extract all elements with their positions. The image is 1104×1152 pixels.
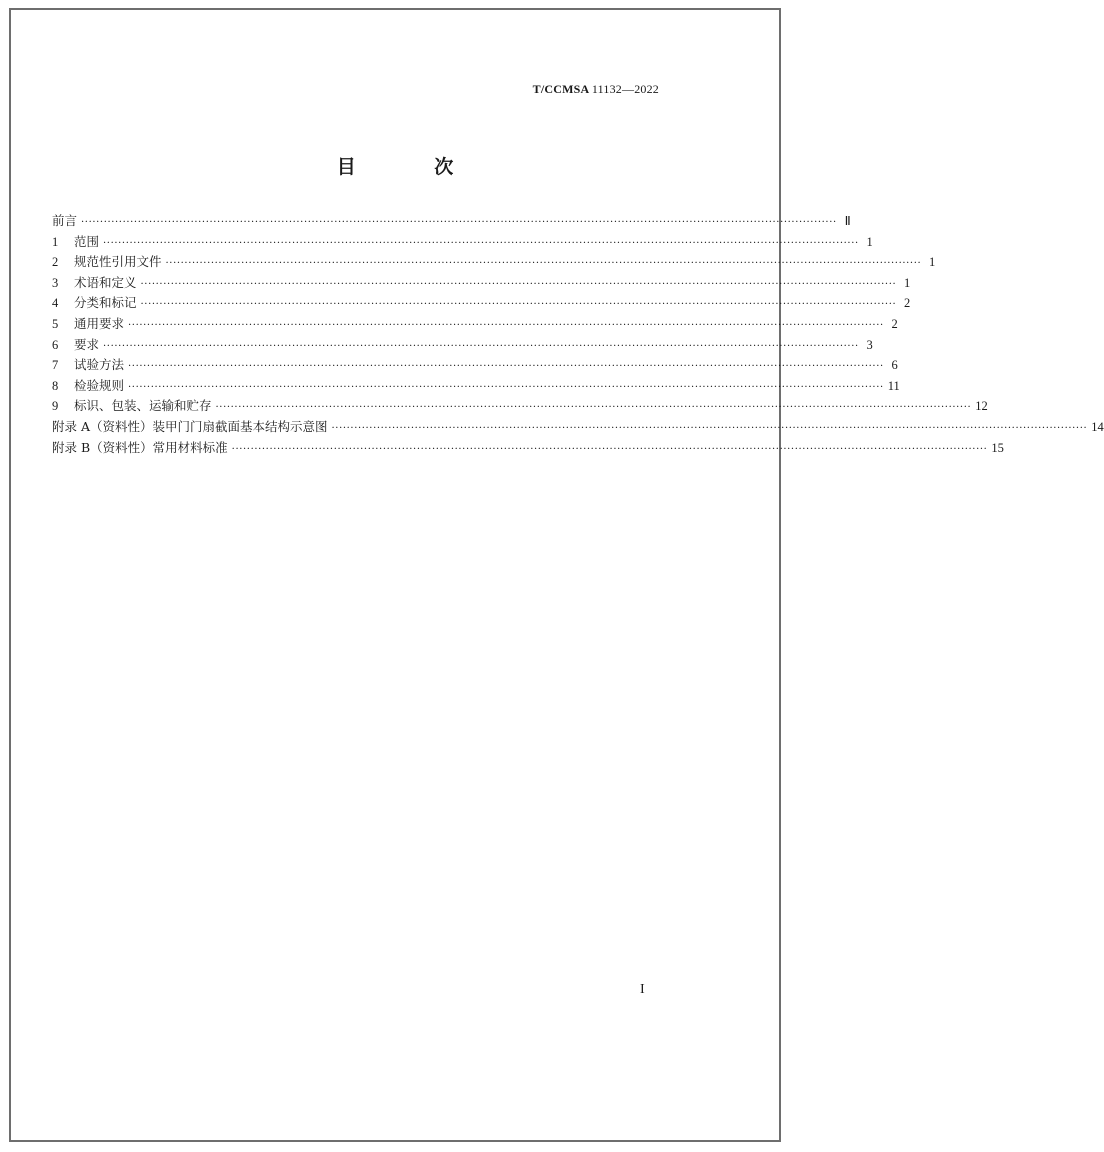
toc-entry-page: 2 [891,316,898,331]
toc-entry-label: 附录 B（资料性）常用材料标准 [52,439,228,455]
toc-entry-page: 15 [991,440,1004,455]
toc-entry-label: 范围 [74,233,100,249]
toc-entry-page: 1 [904,275,911,290]
toc-entry-label: 附录 A（资料性）装甲门门扇截面基本结构示意图 [52,418,328,434]
toc-leader-dots: ········································································································································································································ [128,319,884,331]
toc-entry-page: 11 [887,378,900,393]
toc-entry-7[interactable] [52,355,898,376]
toc-entry-number: 6 [52,337,59,352]
toc-entry-label: 要求 [74,336,100,352]
toc-leader-dots: ········································································································································································································ [331,422,1088,434]
toc-leader-dots: ········································································································································································································ [140,278,897,290]
toc-leader-dots: ········································································································································································································ [103,237,859,249]
toc-entry-page: 3 [866,337,873,352]
standard-number: 11132—2022 [591,82,659,96]
toc-entry-label: 前言 [52,213,78,228]
toc-leader-dots: ········································································································································································································ [165,258,922,270]
document-page [9,8,1104,1142]
toc-entry-number: 8 [52,378,59,393]
toc-entry-1[interactable] [52,232,873,253]
toc-entry-5[interactable] [52,314,898,335]
toc-entry-9[interactable] [52,396,988,417]
standard-code [533,82,659,97]
toc-entry-foreword[interactable] [52,211,851,232]
toc-entry-page: 14 [1091,419,1104,434]
toc-entry-number: 3 [52,275,59,290]
toc-entry-label: 检验规则 [74,377,125,393]
toc-entry-page: 2 [904,296,911,311]
toc-entry-page: 6 [891,358,898,373]
toc-entry-page: 1 [929,255,936,270]
toc-entry-label: 术语和定义 [74,274,137,290]
toc-entry-appendix-b[interactable] [52,438,1004,459]
toc-entry-2[interactable] [52,252,936,273]
toc-leader-dots: ········································································································································································································ [215,402,972,414]
standard-prefix: T/CCMSA [532,82,589,96]
toc-entry-3[interactable] [52,273,911,294]
toc-entry-label: 分类和标记 [74,295,137,311]
toc-leader-dots: ········································································································································································································ [81,217,837,228]
toc-entry-label: 通用要求 [74,315,125,331]
toc-entry-label: 规范性引用文件 [74,254,162,270]
table-of-contents [52,211,1104,458]
toc-entry-number: 4 [52,296,59,311]
toc-entry-appendix-a[interactable] [52,417,1104,438]
toc-entry-page: 1 [866,234,873,249]
toc-entry-page: 12 [975,399,988,414]
toc-entry-number: 5 [52,316,59,331]
toc-leader-dots: ········································································································································································································ [140,299,897,311]
toc-title: 目 次 [336,156,490,178]
toc-leader-dots: ········································································································································································································ [128,361,884,373]
page-number: I [640,982,645,997]
toc-entry-8[interactable] [52,376,900,397]
toc-entry-label: 试验方法 [74,357,125,373]
toc-entry-6[interactable] [52,335,873,356]
toc-entry-number: 1 [52,234,59,249]
toc-leader-dots: ········································································································································································································ [103,340,859,352]
toc-entry-4[interactable] [52,293,911,314]
toc-leader-dots: ········································································································································································································ [128,381,884,393]
toc-entry-number: 9 [52,399,59,414]
toc-leader-dots: ········································································································································································································ [231,443,988,455]
toc-entry-page: Ⅱ [844,214,851,228]
toc-entry-number: 2 [52,255,59,270]
toc-entry-number: 7 [52,358,59,373]
toc-entry-label: 标识、包装、运输和贮存 [74,398,212,414]
